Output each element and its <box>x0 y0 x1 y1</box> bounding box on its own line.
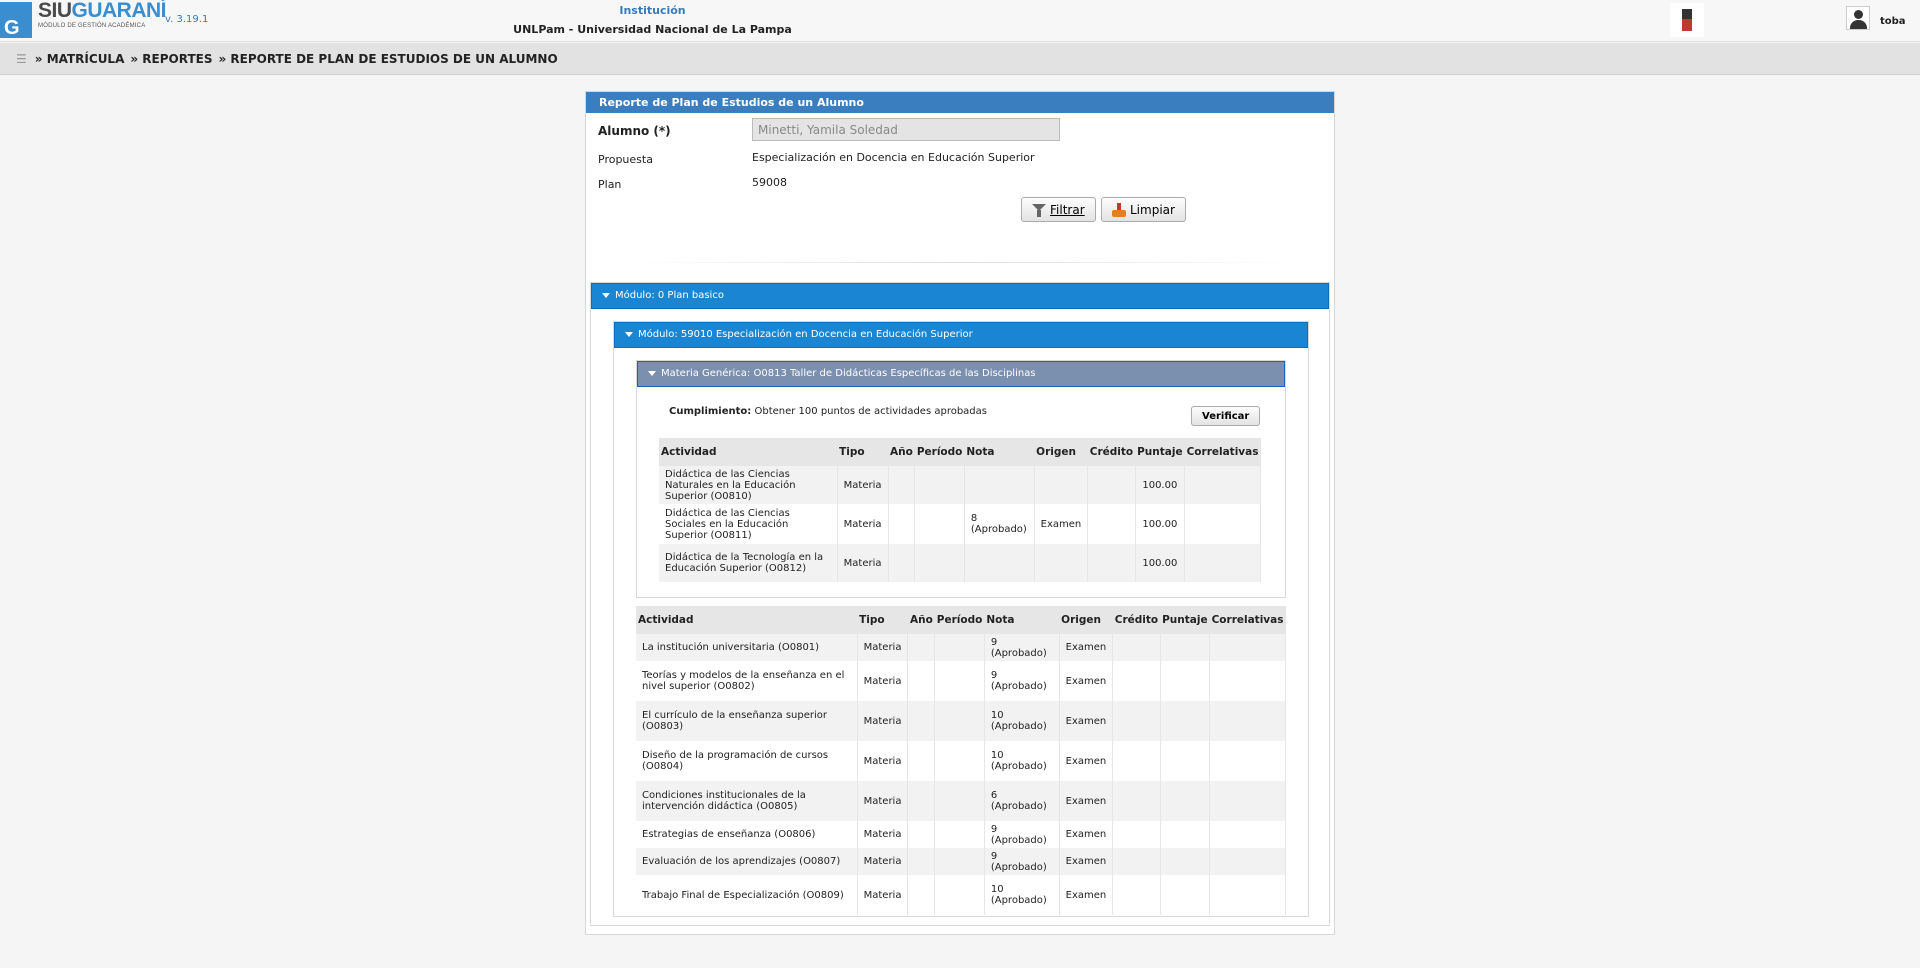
cell-anio <box>888 504 915 544</box>
breadcrumb <box>0 43 1920 75</box>
cell-anio <box>908 848 935 875</box>
cell-actividad: Diseño de la programación de cursos (O0804) <box>636 741 857 781</box>
cell-origen: Examen <box>1034 504 1088 544</box>
cell-credito <box>1113 661 1160 701</box>
cell-periodo <box>935 781 985 821</box>
cell-origen: Examen <box>1059 781 1113 821</box>
cell-tipo: Materia <box>857 781 908 821</box>
cell-anio <box>888 544 915 582</box>
cell-actividad: Estrategias de enseñanza (O0806) <box>636 821 857 848</box>
alumno-label: Alumno (*) <box>598 124 671 138</box>
table-row[interactable] <box>659 466 1261 504</box>
cumplimiento-label: Cumplimiento: <box>669 406 752 417</box>
cell-credito <box>1113 634 1160 661</box>
broom-icon <box>1112 203 1126 217</box>
cell-tipo: Materia <box>857 701 908 741</box>
cell-puntaje <box>1160 821 1209 848</box>
report-panel <box>585 91 1335 935</box>
cell-nota: 10 (Aprobado) <box>984 741 1059 781</box>
cell-periodo <box>935 848 985 875</box>
cell-tipo: Materia <box>837 504 888 544</box>
modulo-59010 <box>613 321 1309 917</box>
cell-actividad: Didáctica de las Ciencias Naturales en la Educación Superior (O0810) <box>659 466 837 504</box>
cumplimiento-value: Obtener 100 puntos de actividades aprobadas <box>754 406 987 417</box>
cell-correlativas <box>1210 875 1286 915</box>
siu-guarani-logo[interactable] <box>0 0 166 40</box>
modulo-59010-title: Módulo: 59010 Especialización en Docencia en Educación Superior <box>638 329 973 340</box>
cell-actividad: Condiciones institucionales de la intervención didáctica (O0805) <box>636 781 857 821</box>
propuesta-value: Especialización en Docencia en Educación Superior <box>752 151 1035 164</box>
cell-origen: Examen <box>1059 741 1113 781</box>
breadcrumb-current: » REPORTE DE PLAN DE ESTUDIOS DE UN ALUMNO <box>218 51 558 66</box>
cell-origen: Examen <box>1059 661 1113 701</box>
breadcrumb-reportes[interactable]: » REPORTES <box>130 51 213 66</box>
cell-nota: 9 (Aprobado) <box>984 661 1059 701</box>
cell-nota: 9 (Aprobado) <box>984 634 1059 661</box>
column-header: Puntaje <box>1160 606 1209 634</box>
cell-tipo: Materia <box>837 466 888 504</box>
cell-tipo: Materia <box>857 661 908 701</box>
cell-periodo <box>935 821 985 848</box>
column-header: Crédito <box>1088 438 1135 466</box>
cell-puntaje: 100.00 <box>1135 466 1184 504</box>
cell-nota: 10 (Aprobado) <box>984 701 1059 741</box>
menu-list-icon[interactable]: ☰ <box>16 51 27 66</box>
cell-nota <box>964 466 1034 504</box>
cell-anio <box>888 466 915 504</box>
cell-puntaje <box>1160 661 1209 701</box>
plan-value: 59008 <box>752 176 787 189</box>
column-header: Tipo <box>837 438 888 466</box>
top-header <box>0 0 1920 42</box>
cell-origen: Examen <box>1059 821 1113 848</box>
cell-actividad: Trabajo Final de Especialización (O0809) <box>636 875 857 915</box>
alumno-field[interactable] <box>752 118 1060 141</box>
cell-credito <box>1113 875 1160 915</box>
cell-anio <box>908 634 935 661</box>
cell-nota: 8 (Aprobado) <box>964 504 1034 544</box>
expand-triangle-icon <box>648 371 656 376</box>
cell-nota <box>964 544 1034 582</box>
institution-label: Institución <box>619 4 686 17</box>
cell-actividad: El currículo de la enseñanza superior (O0803) <box>636 701 857 741</box>
cell-periodo <box>935 701 985 741</box>
limpiar-button[interactable] <box>1101 197 1186 222</box>
expand-triangle-icon <box>625 332 633 337</box>
cell-anio <box>908 821 935 848</box>
table-row[interactable] <box>636 661 1286 701</box>
logo-guarani: GUARANÍ <box>71 0 167 22</box>
cell-tipo: Materia <box>857 634 908 661</box>
cell-periodo <box>935 741 985 781</box>
column-header: Actividad <box>636 606 857 634</box>
cell-periodo <box>915 466 965 504</box>
table-row[interactable] <box>636 701 1286 741</box>
column-header: Correlativas <box>1210 606 1286 634</box>
logo-mark-icon <box>0 2 32 38</box>
cell-nota: 10 (Aprobado) <box>984 875 1059 915</box>
tabla-materia-generica <box>659 438 1261 582</box>
cell-nota: 9 (Aprobado) <box>984 848 1059 875</box>
breadcrumb-matricula[interactable]: » MATRÍCULA <box>34 51 125 66</box>
filtrar-label: Filtrar <box>1050 202 1085 217</box>
cell-origen: Examen <box>1059 875 1113 915</box>
cell-actividad: Didáctica de las Ciencias Sociales en la Educación Superior (O0811) <box>659 504 837 544</box>
column-header: Año <box>908 606 935 634</box>
expand-triangle-icon <box>602 293 610 298</box>
modulo-plan-basico-title: Módulo: 0 Plan basico <box>615 290 724 301</box>
cell-nota: 6 (Aprobado) <box>984 781 1059 821</box>
cell-credito <box>1088 504 1135 544</box>
cell-puntaje <box>1160 781 1209 821</box>
cell-correlativas <box>1210 821 1286 848</box>
column-header: Origen <box>1059 606 1113 634</box>
cell-puntaje <box>1160 701 1209 741</box>
cell-anio <box>908 661 935 701</box>
column-header: Año <box>888 438 915 466</box>
cell-tipo: Materia <box>857 875 908 915</box>
cell-origen <box>1034 466 1088 504</box>
cell-periodo <box>935 634 985 661</box>
column-header: Nota <box>964 438 1034 466</box>
cell-origen: Examen <box>1059 634 1113 661</box>
cell-tipo: Materia <box>857 848 908 875</box>
cell-credito <box>1113 701 1160 741</box>
cell-origen: Examen <box>1059 701 1113 741</box>
cell-correlativas <box>1210 634 1286 661</box>
institution-block <box>500 4 805 36</box>
cell-credito <box>1088 466 1135 504</box>
table-row[interactable] <box>659 544 1261 582</box>
separator <box>626 262 1296 263</box>
table-row[interactable] <box>636 875 1286 915</box>
column-header: Actividad <box>659 438 837 466</box>
cell-correlativas <box>1185 466 1261 504</box>
institution-name: UNLPam - Universidad Nacional de La Pampa <box>513 23 792 36</box>
modulo-plan-basico-header[interactable] <box>591 283 1329 309</box>
propuesta-label: Propuesta <box>598 153 653 166</box>
logo-siu: SIU <box>38 0 72 22</box>
logo-subtitle: MÓDULO DE GESTIÓN ACADÉMICA <box>38 23 146 29</box>
cumplimiento-text <box>669 406 987 417</box>
plan-label: Plan <box>598 178 622 191</box>
cell-credito <box>1113 781 1160 821</box>
cell-correlativas <box>1210 781 1286 821</box>
table-row[interactable] <box>636 848 1286 875</box>
cell-periodo <box>915 504 965 544</box>
table-row[interactable] <box>636 821 1286 848</box>
cell-correlativas <box>1210 741 1286 781</box>
cell-correlativas <box>1210 848 1286 875</box>
cell-correlativas <box>1185 544 1261 582</box>
cell-credito <box>1113 741 1160 781</box>
table-row[interactable] <box>659 504 1261 544</box>
cell-puntaje <box>1160 634 1209 661</box>
cell-anio <box>908 741 935 781</box>
cell-credito <box>1113 848 1160 875</box>
cell-anio <box>908 701 935 741</box>
column-header: Nota <box>984 606 1059 634</box>
column-header: Puntaje <box>1135 438 1184 466</box>
verificar-button[interactable]: Verificar <box>1191 406 1260 426</box>
column-header: Período <box>935 606 985 634</box>
cell-periodo <box>915 544 965 582</box>
filtrar-button[interactable] <box>1021 197 1096 222</box>
materia-generica-header[interactable] <box>637 361 1285 387</box>
cell-puntaje <box>1160 848 1209 875</box>
cell-origen <box>1034 544 1088 582</box>
tabla-modulo-actividades <box>636 606 1286 915</box>
column-header: Tipo <box>857 606 908 634</box>
table-row[interactable] <box>636 634 1286 661</box>
cell-credito <box>1113 821 1160 848</box>
version-label: v. 3.19.1 <box>165 14 209 25</box>
unlpam-logo-icon <box>1670 3 1704 37</box>
cell-tipo: Materia <box>857 821 908 848</box>
column-header: Correlativas <box>1185 438 1261 466</box>
column-header: Período <box>915 438 965 466</box>
column-header: Crédito <box>1113 606 1160 634</box>
cell-correlativas <box>1210 661 1286 701</box>
cell-nota: 9 (Aprobado) <box>984 821 1059 848</box>
materia-generica-title: Materia Genérica: O0813 Taller de Didácticas Específicas de las Disciplinas <box>661 368 1036 379</box>
cell-tipo: Materia <box>857 741 908 781</box>
cell-puntaje: 100.00 <box>1135 504 1184 544</box>
cell-puntaje <box>1160 875 1209 915</box>
cell-actividad: Evaluación de los aprendizajes (O0807) <box>636 848 857 875</box>
cell-actividad: Didáctica de la Tecnología en la Educación Superior (O0812) <box>659 544 837 582</box>
panel-title: Reporte de Plan de Estudios de un Alumno <box>586 92 1334 113</box>
column-header: Origen <box>1034 438 1088 466</box>
cell-periodo <box>935 661 985 701</box>
cell-anio <box>908 875 935 915</box>
cell-tipo: Materia <box>837 544 888 582</box>
cell-credito <box>1088 544 1135 582</box>
limpiar-label: Limpiar <box>1130 202 1175 217</box>
cell-puntaje <box>1160 741 1209 781</box>
cell-correlativas <box>1185 504 1261 544</box>
cell-actividad: La institución universitaria (O0801) <box>636 634 857 661</box>
cell-actividad: Teorías y modelos de la enseñanza en el nivel superior (O0802) <box>636 661 857 701</box>
cell-origen: Examen <box>1059 848 1113 875</box>
user-name[interactable]: toba <box>1880 15 1906 27</box>
modulo-plan-basico <box>590 282 1330 926</box>
cell-puntaje: 100.00 <box>1135 544 1184 582</box>
table-row[interactable] <box>636 741 1286 781</box>
materia-generica <box>636 360 1286 598</box>
filter-icon <box>1032 203 1046 217</box>
user-menu[interactable] <box>1846 6 1906 30</box>
cell-anio <box>908 781 935 821</box>
cell-correlativas <box>1210 701 1286 741</box>
modulo-59010-header[interactable] <box>614 322 1308 348</box>
cell-periodo <box>935 875 985 915</box>
table-row[interactable] <box>636 781 1286 821</box>
user-avatar-icon[interactable] <box>1846 6 1870 30</box>
